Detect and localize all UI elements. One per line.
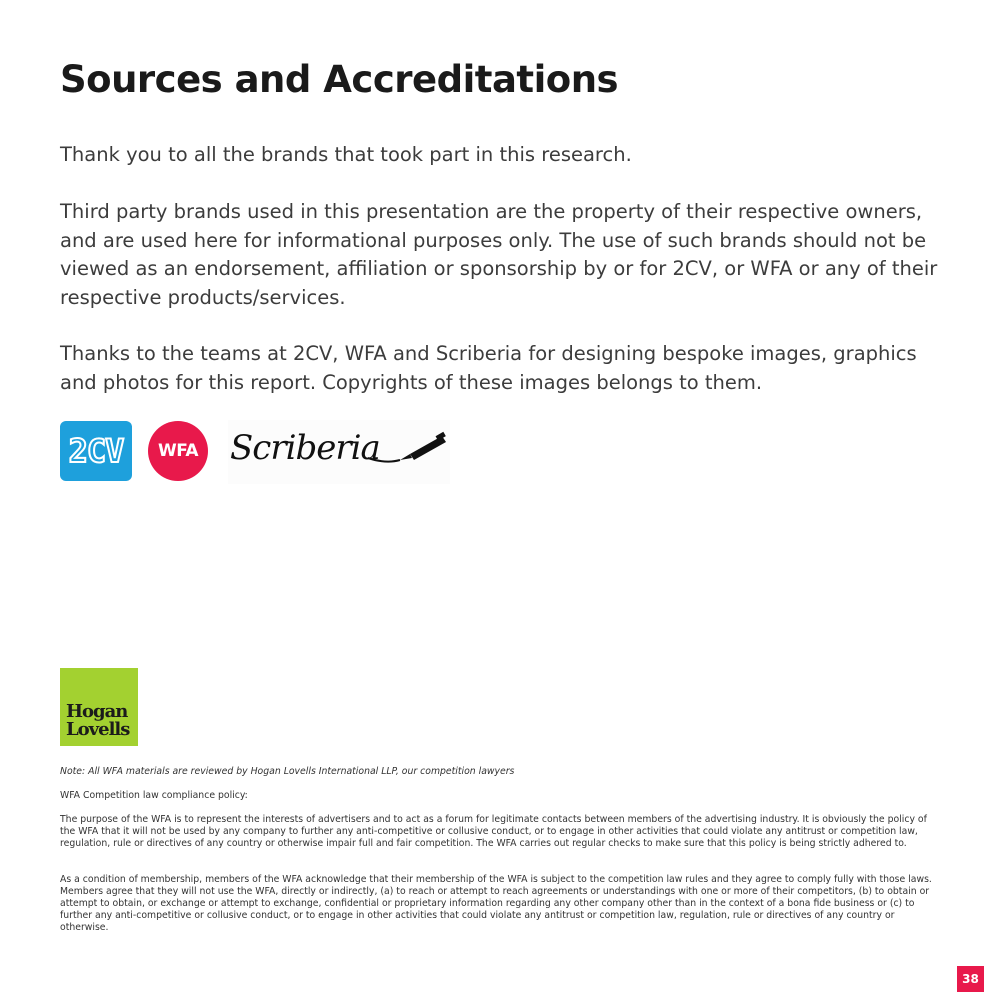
membership-paragraph: As a condition of membership, members of the WFA acknowledge that their membership of the WFA is subject to the competition law rules and they agree to comply fully with those laws. Members agree that they will not use the WFA, directly or indirectly, (a) to reach or attempt to reach agreements or understandings with one or more of their competitors, (b) to obtain or attempt to obtain, or exchange or attempt to exchange, confidential or proprietary information regarding any other company other than in the context of a bona fide business or (c) to further any anti-competitive or collusive conduct, or to engage in other activities that could violate any antitrust or competition law, regulation, rule or directives of any country or otherwise. — [60, 874, 932, 933]
third-party-brands-paragraph: Third party brands used in this presentation are the property of their respective owners, and are used here for informational purposes only. The use of such brands should not be viewed as an endorsement, affiliation or sponsorship by or for 2CV, or WFA or any of their respective products/services. — [60, 200, 938, 309]
image-credits-paragraph: Thanks to the teams at 2CV, WFA and Scriberia for designing bespoke images, graphics and photos for this report. Copyrights of these images belongs to them. — [60, 342, 917, 394]
pen-icon — [228, 420, 450, 484]
hogan-lovells-logo — [60, 668, 138, 746]
legal-note: Note: All WFA materials are reviewed by Hogan Lovells International LLP, our competition lawyers — [60, 766, 515, 777]
wfa-logo — [148, 421, 208, 481]
page-number-badge: 38 — [957, 966, 984, 992]
thanks-paragraph: Thank you to all the brands that took part in this research. — [60, 143, 632, 166]
2cv-logo-text: 2CV — [68, 432, 124, 470]
page-title: Sources and Accreditations — [60, 58, 619, 101]
scriberia-logo — [228, 420, 450, 484]
2cv-logo — [60, 421, 132, 481]
policy-heading: WFA Competition law compliance policy: — [60, 790, 248, 801]
hogan-lovells-logo-line1: Hogan — [66, 701, 128, 722]
policy-paragraph: The purpose of the WFA is to represent the interests of advertisers and to act as a forum for legitimate contacts between members of the advertising industry. It is obviously the policy of the WFA that it will not be used by any company to further any anti-competitive or collusive conduct, or to engage in other activities that could violate any antitrust or competition law, regulation, rule or directives of any country or otherwise impair full and fair competition. The WFA carries out regular checks to make sure that this policy is being strictly adhered to. — [60, 814, 927, 849]
wfa-logo-text: WFA — [157, 441, 199, 461]
scriberia-logo-text: Scriberia — [230, 428, 380, 468]
hogan-lovells-logo-line2: Lovells — [66, 719, 130, 740]
